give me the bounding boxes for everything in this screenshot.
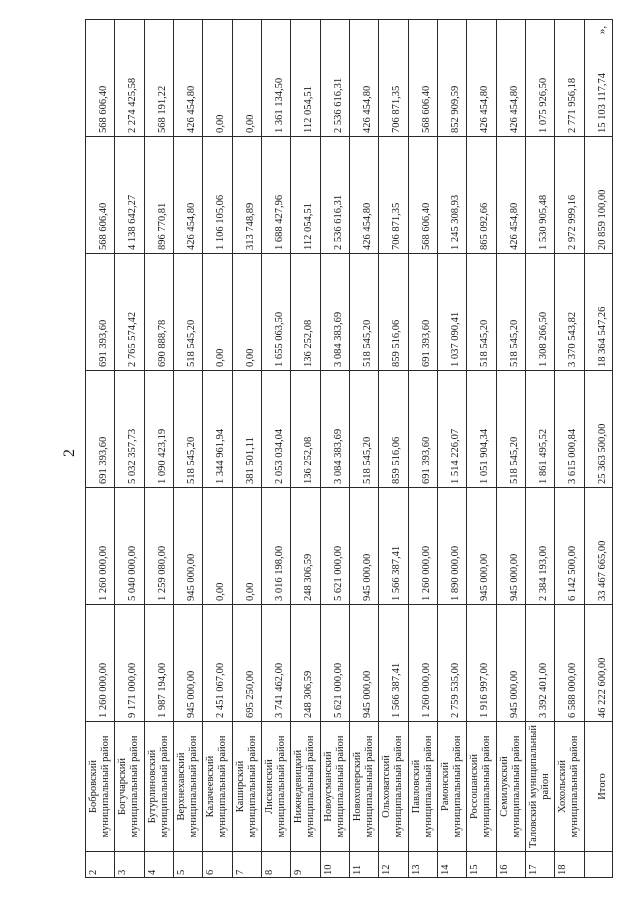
amount-cell-5: 568 606,40	[408, 137, 437, 254]
row-number: 12	[379, 852, 408, 878]
row-number: 6	[203, 852, 232, 878]
amount-cell-2: 945 000,00	[349, 488, 378, 605]
amount-cell-2: 1 566 387,41	[379, 488, 408, 605]
amount-cell-6: 2 274 425,58	[115, 20, 144, 137]
table-body	[86, 20, 613, 878]
amount-cell-2: 6 142 500,00	[555, 488, 584, 605]
amount-cell-4: 0,00	[203, 254, 232, 371]
amount-cell-5: 2 536 616,31	[320, 137, 349, 254]
row-number: 5	[173, 852, 202, 878]
amount-cell-1: 46 222 600,00	[584, 605, 612, 722]
amount-cell-2: 0,00	[232, 488, 261, 605]
amount-cell-4: 1 037 090,41	[437, 254, 466, 371]
amount-cell-4: 2 765 574,42	[115, 254, 144, 371]
amount-cell-2: 945 000,00	[496, 488, 525, 605]
amount-cell-3: 859 516,06	[379, 371, 408, 488]
amount-cell-3: 25 363 500,00	[584, 371, 612, 488]
district-name: Новохоперский муниципальный район	[349, 722, 378, 852]
table-row	[467, 20, 496, 878]
amount-cell-1: 3 392 401,00	[525, 605, 554, 722]
amount-cell-1: 945 000,00	[349, 605, 378, 722]
amount-cell-5: 896 770,81	[144, 137, 173, 254]
amount-cell-4: 518 545,20	[173, 254, 202, 371]
amount-cell-4: 136 252,08	[291, 254, 320, 371]
amount-cell-4: 1 655 063,50	[261, 254, 290, 371]
amount-cell-1: 1 260 000,00	[86, 605, 115, 722]
district-name: Богучарский муниципальный район	[115, 722, 144, 852]
amount-cell-5: 1 688 427,96	[261, 137, 290, 254]
amount-cell-4: 0,00	[232, 254, 261, 371]
amount-cell-1: 3 741 462,00	[261, 605, 290, 722]
amount-cell-6: 852 909,59	[437, 20, 466, 137]
district-name: Хохольский муниципальный район	[555, 722, 584, 852]
amount-cell-1: 2 759 535,00	[437, 605, 466, 722]
amount-cell-5: 568 606,40	[86, 137, 115, 254]
table-row	[408, 20, 437, 878]
table-row	[173, 20, 202, 878]
amount-cell-1: 6 588 000,00	[555, 605, 584, 722]
table-row	[555, 20, 584, 878]
district-name: Таловский муниципальный район	[525, 722, 554, 852]
amount-cell-5: 426 454,80	[349, 137, 378, 254]
amount-cell-6: 426 454,80	[349, 20, 378, 137]
amount-cell-3: 1 514 226,07	[437, 371, 466, 488]
row-number: 17	[525, 852, 554, 878]
amount-cell-1: 1 260 000,00	[408, 605, 437, 722]
district-name: Новоусманский муниципальный район	[320, 722, 349, 852]
amount-cell-4: 3 084 383,69	[320, 254, 349, 371]
page-mark: »,	[596, 25, 609, 35]
amount-cell-5: 865 092,66	[467, 137, 496, 254]
amount-cell-6: 0,00	[203, 20, 232, 137]
amount-cell-6: 1 361 134,50	[261, 20, 290, 137]
row-number: 2	[86, 852, 115, 878]
district-name: Бобровский муниципальный район	[86, 722, 115, 852]
row-number: 13	[408, 852, 437, 878]
amount-cell-4: 518 545,20	[496, 254, 525, 371]
amount-cell-3: 1 344 961,94	[203, 371, 232, 488]
amount-cell-6: 426 454,80	[496, 20, 525, 137]
amount-cell-5: 706 871,35	[379, 137, 408, 254]
amount-cell-3: 1 090 423,19	[144, 371, 173, 488]
amount-cell-2: 3 016 198,00	[261, 488, 290, 605]
subsidy-table	[85, 19, 613, 878]
table-row	[203, 20, 232, 878]
amount-cell-2: 2 384 193,00	[525, 488, 554, 605]
amount-cell-3: 518 545,20	[173, 371, 202, 488]
district-name: Павловский муниципальный район	[408, 722, 437, 852]
amount-cell-1: 945 000,00	[496, 605, 525, 722]
row-number: 18	[555, 852, 584, 878]
amount-cell-1: 1 987 194,00	[144, 605, 173, 722]
amount-cell-1: 2 451 067,00	[203, 605, 232, 722]
amount-cell-4: 18 364 547,26	[584, 254, 612, 371]
total-row	[584, 20, 612, 878]
amount-cell-5: 1 106 105,06	[203, 137, 232, 254]
amount-cell-2: 5 621 000,00	[320, 488, 349, 605]
amount-cell-2: 1 259 080,00	[144, 488, 173, 605]
amount-cell-5: 426 454,80	[496, 137, 525, 254]
amount-cell-6: 706 871,35	[379, 20, 408, 137]
row-number: 14	[437, 852, 466, 878]
amount-cell-5: 1 245 308,93	[437, 137, 466, 254]
amount-cell-3: 1 051 904,34	[467, 371, 496, 488]
district-name: Семилукский муниципальный район	[496, 722, 525, 852]
rotated-table-container	[85, 20, 613, 878]
amount-cell-1: 1 566 387,41	[379, 605, 408, 722]
district-name: Россошанский муниципальный район	[467, 722, 496, 852]
amount-cell-1: 5 621 000,00	[320, 605, 349, 722]
amount-cell-1: 248 306,59	[291, 605, 320, 722]
amount-cell-2: 945 000,00	[467, 488, 496, 605]
row-number: 8	[261, 852, 290, 878]
amount-cell-2: 1 260 000,00	[86, 488, 115, 605]
row-number: 9	[291, 852, 320, 878]
amount-cell-2: 945 000,00	[173, 488, 202, 605]
amount-cell-4: 3 370 543,82	[555, 254, 584, 371]
amount-cell-6: 568 606,40	[408, 20, 437, 137]
amount-cell-6: 2 536 616,31	[320, 20, 349, 137]
amount-cell-6: 15 103 117,74	[584, 20, 612, 137]
table-row	[496, 20, 525, 878]
row-number: 4	[144, 852, 173, 878]
table-row	[379, 20, 408, 878]
amount-cell-2: 5 040 000,00	[115, 488, 144, 605]
amount-cell-4: 690 888,78	[144, 254, 173, 371]
row-number: 3	[115, 852, 144, 878]
table-row	[144, 20, 173, 878]
amount-cell-6: 1 075 926,50	[525, 20, 554, 137]
amount-cell-5: 1 530 905,48	[525, 137, 554, 254]
amount-cell-3: 381 501,11	[232, 371, 261, 488]
amount-cell-2: 1 260 000,00	[408, 488, 437, 605]
amount-cell-4: 691 393,60	[408, 254, 437, 371]
amount-cell-3: 3 084 383,69	[320, 371, 349, 488]
table-row	[232, 20, 261, 878]
table-row	[320, 20, 349, 878]
amount-cell-3: 518 545,20	[496, 371, 525, 488]
table-row	[291, 20, 320, 878]
amount-cell-2: 248 306,59	[291, 488, 320, 605]
district-name: Верхнехавский муниципальный район	[173, 722, 202, 852]
amount-cell-6: 568 606,40	[86, 20, 115, 137]
amount-cell-1: 695 250,00	[232, 605, 261, 722]
district-name: Каширский муниципальный район	[232, 722, 261, 852]
table-row	[261, 20, 290, 878]
amount-cell-3: 5 032 357,73	[115, 371, 144, 488]
amount-cell-3: 136 252,08	[291, 371, 320, 488]
row-number: 11	[349, 852, 378, 878]
district-name: Рамонский муниципальный район	[437, 722, 466, 852]
amount-cell-3: 518 545,20	[349, 371, 378, 488]
amount-cell-2: 33 467 665,00	[584, 488, 612, 605]
amount-cell-6: 2 771 956,18	[555, 20, 584, 137]
amount-cell-3: 691 393,60	[408, 371, 437, 488]
amount-cell-5: 4 138 642,27	[115, 137, 144, 254]
amount-cell-1: 9 171 000,00	[115, 605, 144, 722]
amount-cell-4: 518 545,20	[467, 254, 496, 371]
amount-cell-3: 691 393,60	[86, 371, 115, 488]
amount-cell-3: 3 615 000,84	[555, 371, 584, 488]
amount-cell-5: 20 859 100,00	[584, 137, 612, 254]
amount-cell-4: 1 308 266,50	[525, 254, 554, 371]
district-name: Нижнедевицкий муниципальный район	[291, 722, 320, 852]
amount-cell-6: 426 454,80	[467, 20, 496, 137]
amount-cell-5: 112 054,51	[291, 137, 320, 254]
row-number	[584, 852, 612, 878]
amount-cell-5: 426 454,80	[173, 137, 202, 254]
row-number: 7	[232, 852, 261, 878]
amount-cell-4: 859 516,06	[379, 254, 408, 371]
amount-cell-2: 0,00	[203, 488, 232, 605]
row-number: 15	[467, 852, 496, 878]
amount-cell-5: 313 748,89	[232, 137, 261, 254]
table-row	[86, 20, 115, 878]
amount-cell-4: 518 545,20	[349, 254, 378, 371]
row-number: 16	[496, 852, 525, 878]
table-row	[115, 20, 144, 878]
amount-cell-6: 568 191,22	[144, 20, 173, 137]
table-row	[525, 20, 554, 878]
page-number: 2	[61, 449, 78, 457]
amount-cell-3: 1 861 495,52	[525, 371, 554, 488]
amount-cell-2: 1 890 000,00	[437, 488, 466, 605]
district-name: Бутурлиновский муниципальный район	[144, 722, 173, 852]
amount-cell-4: 691 393,60	[86, 254, 115, 371]
amount-cell-6: 0,00	[232, 20, 261, 137]
table-row	[437, 20, 466, 878]
district-name: Итого	[584, 722, 612, 852]
district-name: Ольховатский муниципальный район	[379, 722, 408, 852]
row-number: 10	[320, 852, 349, 878]
district-name: Лискинский муниципальный район	[261, 722, 290, 852]
table-row	[349, 20, 378, 878]
amount-cell-6: 112 054,51	[291, 20, 320, 137]
amount-cell-1: 1 916 997,00	[467, 605, 496, 722]
amount-cell-1: 945 000,00	[173, 605, 202, 722]
amount-cell-6: 426 454,80	[173, 20, 202, 137]
amount-cell-3: 2 053 034,04	[261, 371, 290, 488]
amount-cell-5: 2 972 999,16	[555, 137, 584, 254]
district-name: Калачеевский муниципальный район	[203, 722, 232, 852]
